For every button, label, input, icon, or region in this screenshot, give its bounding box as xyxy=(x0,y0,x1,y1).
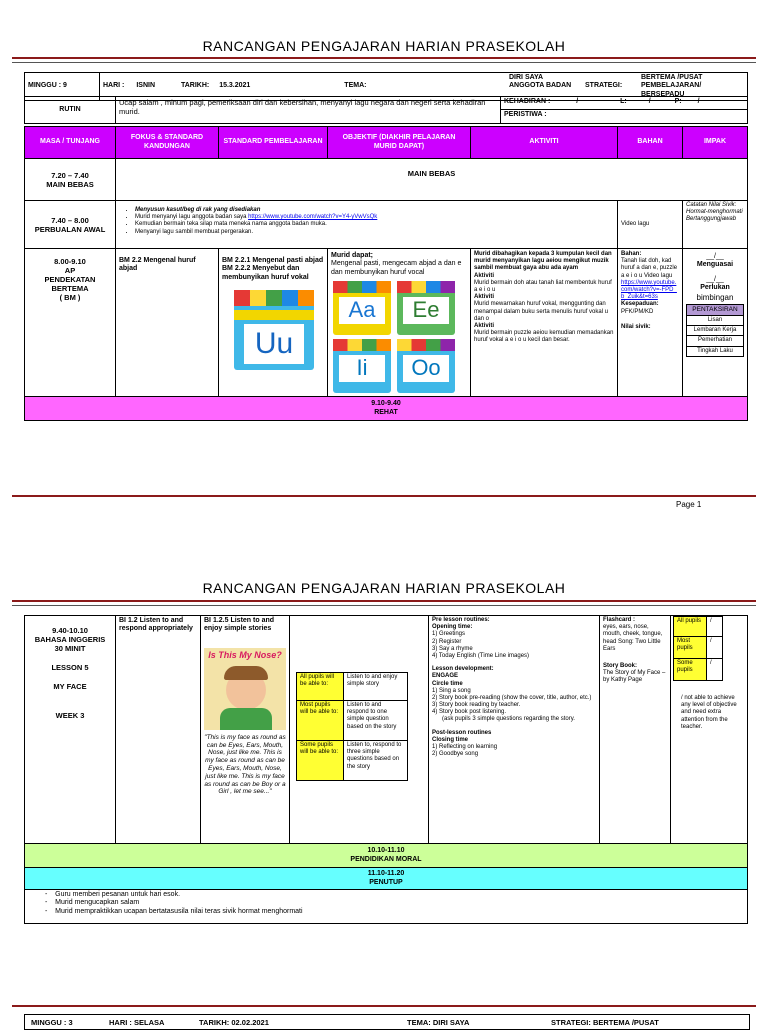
perbualan-cell: 7.40 – 8.00 PERBUALAN AWAL xyxy=(25,201,116,249)
perbualan-bahan: Video lagu xyxy=(618,201,683,249)
kehadiran-label: KEHADIRAN : xyxy=(504,98,551,105)
page3-rule xyxy=(12,1005,756,1007)
perbualan-item: • Menyanyi lagu sambil membuat pergerakan. xyxy=(135,229,614,236)
minggu: MINGGU : 9 xyxy=(25,73,100,101)
pentaksiran-item: Pemerhatian xyxy=(687,336,744,346)
objective-what: Listen to, respond to three simple questions based on the story xyxy=(344,741,408,781)
bahan-link[interactable]: https://www.youtube.com/watch?v=-FPD_b_Zuik&t=63s xyxy=(621,279,677,301)
penutup-item: - Murid mengucapkan salam xyxy=(45,899,140,907)
col-fokus: FOKUS & STANDARD KANDUNGAN xyxy=(116,127,219,159)
impact-mark[interactable]: / xyxy=(707,659,723,681)
page-number: Page 1 xyxy=(676,500,702,509)
bi-fokus: BI 1.2 Listen to and respond appropriately xyxy=(116,616,201,844)
col-bahan: BAHAN xyxy=(618,127,683,159)
card-oo: Oo xyxy=(397,339,455,393)
perbualan-impak: Catatan Nilai Sivik: Hormat-menghormati Bertanggungjawab xyxy=(683,201,748,249)
hari-label: HARI : xyxy=(103,82,125,90)
perbualan-activities xyxy=(116,201,618,249)
objective-who: Most pupils will be able to: xyxy=(297,701,344,741)
objective-who: Some pupils will be able to: xyxy=(297,741,344,781)
col-impak: IMPAK xyxy=(683,127,748,159)
impact-who: All pupils xyxy=(674,617,707,637)
impact-mark[interactable]: / xyxy=(707,637,723,659)
impact-note: / not able to achieve any level of objective and need extra attention from the teacher. xyxy=(681,695,737,730)
english-left: 9.40-10.10 BAHASA INGGERIS 30 MINIT LESSON 5 MY FACE WEEK 3 xyxy=(25,616,116,844)
tarikh-label: TARIKH: xyxy=(180,82,210,90)
penutup-list xyxy=(25,890,748,924)
penutup-row: 11.10-11.20 PENUTUP xyxy=(25,868,748,890)
card-ee: Ee xyxy=(397,281,455,335)
bi-activities: Pre lesson routines: Opening time: 1) Greetings 2) Register 3) Say a rhyme 4) Today English (Time Line images) Lesson development: ENGAGE Circle time 1) Sing a song 2) Story book pre-reading (show the cover, title, author, etc.) 3) Story book reading by teacher. 4) Story book post listening. (ask pupils 3 simple questions regarding the story. Post-lesson routines Closing time 1) Reflecting on learning 2) Goodbye song xyxy=(429,616,600,844)
hari: ISNIN xyxy=(136,82,156,90)
moral-row: 10.10-11.10 PENDIDIKAN MORAL xyxy=(25,844,748,868)
ap-bahan: Bahan: Tanah liat doh, kad huruf a dan e, puzzle a e i o u Video lagu https://www.youtube.com/watch?v=-FPD_b_Zuik&t=63s Kesepaduan: PFK/PM/KD Nilai sivik: xyxy=(618,249,683,397)
impact-who: Most pupils xyxy=(674,637,707,659)
rutin-text: Ucap salam , minum pagi, pemeriksaan diri dan kebersihan, menyanyi lagu negara dan negeri serta kehadiran murid. xyxy=(116,97,501,124)
peristiwa-label: PERISTIWA : xyxy=(501,110,748,124)
page3-header: MINGGU : 3 HARI : SELASA TARIKH: 02.02.2021 TEMA: DIRI SAYA STRATEGI: BERTEMA /PUSAT xyxy=(24,1014,750,1030)
perbualan-item: • Kemudian bermain teka silap mata meneka nama anggota badan muka. xyxy=(135,221,614,228)
col-objektif: OBJEKTIF (DIAKHIR PELAJARAN MURID DAPAT) xyxy=(328,127,471,159)
english-table xyxy=(24,615,748,924)
story-text: "This is my face as round as can be Eyes, Ears, Mouth, Nose, just like me. This is my face as round as can be Eyes, Ears, Mouth, Nose, just like me. This is my face as round as can be Boy or a Girl , let me see..." xyxy=(204,733,286,796)
main-table xyxy=(24,126,748,421)
penutup-item: - Murid mempraktikkan ucapan bertatasusila nilai teras sivik hormat menghormati xyxy=(45,907,303,915)
ap-fokus: BM 2.2 Mengenal huruf abjad xyxy=(116,249,219,397)
impact-who: Some pupils xyxy=(674,659,707,681)
objective-what: Listen to and respond to one simple question based on the story xyxy=(344,701,408,741)
main-bebas-center: MAIN BEBAS xyxy=(116,159,748,201)
page-title-2: RANCANGAN PENGAJARAN HARIAN PRASEKOLAH xyxy=(202,580,566,596)
storybook-cover-image: Is This My Nose? xyxy=(204,648,286,730)
ap-standard: BM 2.2.1 Mengenal pasti abjad BM 2.2.2 Menyebut dan membunyikan huruf vokal Uu xyxy=(219,249,328,397)
objective-what: Listen to and enjoy simple story xyxy=(344,673,408,701)
tema-label: TEMA: xyxy=(344,82,367,90)
bi-standard: BI 1.2.5 Listen to and enjoy simple stories Is This My Nose? "This is my face as round as can be Eyes, Ears, Mouth, Nose, just like me. This is my face as round as can be Eyes, Ears, Mouth, Nose, just like me. This is my face as round as can be Boy or a Girl , let me see..." xyxy=(201,616,290,844)
objectives-table xyxy=(296,672,408,781)
col-aktiviti: AKTIVITI xyxy=(471,127,618,159)
pentaksiran-item: Tingkah Laku xyxy=(687,346,744,356)
ap-impak: __/__ Menguasai __/__ Perlukan bimbingan PENTAKSIRAN Lisan Lembaran Kerja Pemerhatian Tingkah Laku xyxy=(683,249,748,397)
impact-table xyxy=(673,616,723,681)
pentaksiran-table: PENTAKSIRAN Lisan Lembaran Kerja Pemerhatian Tingkah Laku xyxy=(686,304,744,357)
rutin-table: RUTIN Ucap salam , minum pagi, pemeriksaan diri dan kebersihan, menyanyi lagu negara dan negeri serta kehadiran murid. KEHADIRAN : / L: / P: / PERISTIWA : xyxy=(24,96,748,124)
ap-cell: 8.00-9.10 AP PENDEKATAN BERTEMA ( BM ) xyxy=(25,249,116,397)
pentaksiran-item: Lisan xyxy=(687,315,744,325)
tema: DIRI SAYA ANGGOTA BADAN xyxy=(506,73,582,101)
strategi-label: STRATEGI: xyxy=(582,73,638,101)
rehat-row: 9.10-9.40 REHAT xyxy=(25,397,748,421)
ap-aktiviti: Murid dibahagikan kepada 3 kumpulan kecil dan murid menyanyikan lagu aeiou mengikut muzik sambil membuat gaya abu ada ayam Aktiviti Murid bermain doh atau tanah liat membentuk huruf a e i o u Aktiviti Murid mewarnakan huruf vokal, menggunting dan menampal dalam buku serta menulis huruf vokal u dan o Aktiviti Murid bermain puzzle aeiou kemudian memadankan huruf vokal a e i o u kecil dan besar. xyxy=(471,249,618,397)
card-ii: Ii xyxy=(333,339,391,393)
perbualan-item: • Menyusun kasut/beg di rak yang disediakan xyxy=(135,207,614,214)
title-rule-2 xyxy=(12,600,756,606)
tarikh: 15.3.2021 xyxy=(219,82,251,90)
objective-who: All pupils will be able to: xyxy=(297,673,344,701)
ap-objektif: Murid dapat; Mengenal pasti, mengecam abjad a dan e dan membunyikan huruf vocal Aa Ee Ii Oo xyxy=(328,249,471,397)
bi-impact xyxy=(671,616,748,844)
rutin-label: RUTIN xyxy=(25,97,116,124)
main-bebas-cell: 7.20 – 7.40 MAIN BEBAS xyxy=(25,159,116,201)
youtube-link[interactable]: https://www.youtube.com/watch?v=Y4-yVwVsQk xyxy=(248,214,378,221)
page-title: RANCANGAN PENGAJARAN HARIAN PRASEKOLAH xyxy=(202,38,566,54)
footer-rule xyxy=(12,495,756,497)
penutup-item: - Guru memberi pesanan untuk hari esok. xyxy=(45,891,181,898)
impact-mark[interactable]: / xyxy=(707,617,723,637)
perbualan-item: • Murid menyanyi lagu anggota badan saya https://www.youtube.com/watch?v=Y4-yVwVsQk xyxy=(135,214,614,221)
title-rule xyxy=(12,57,756,63)
col-standard: STANDARD PEMBELAJARAN xyxy=(219,127,328,159)
pentaksiran-item: Lembaran Kerja xyxy=(687,326,744,336)
bi-objectives xyxy=(290,616,429,844)
bi-materials: Flashcard : eyes, ears, nose, mouth, cheek, tongue, head Song: Two Little Ears Story Book: The Story of My Face – by Kathy Page xyxy=(600,616,671,844)
card-aa: Aa xyxy=(333,281,391,335)
book-letter: Uu xyxy=(254,327,294,361)
strategi: BERTEMA /PUSAT PEMBELAJARAN/ BERSEPADU xyxy=(638,73,748,101)
crayon-box-image xyxy=(234,290,314,370)
col-masa: MASA / TUNJANG xyxy=(25,127,116,159)
letter-cards xyxy=(331,281,459,395)
